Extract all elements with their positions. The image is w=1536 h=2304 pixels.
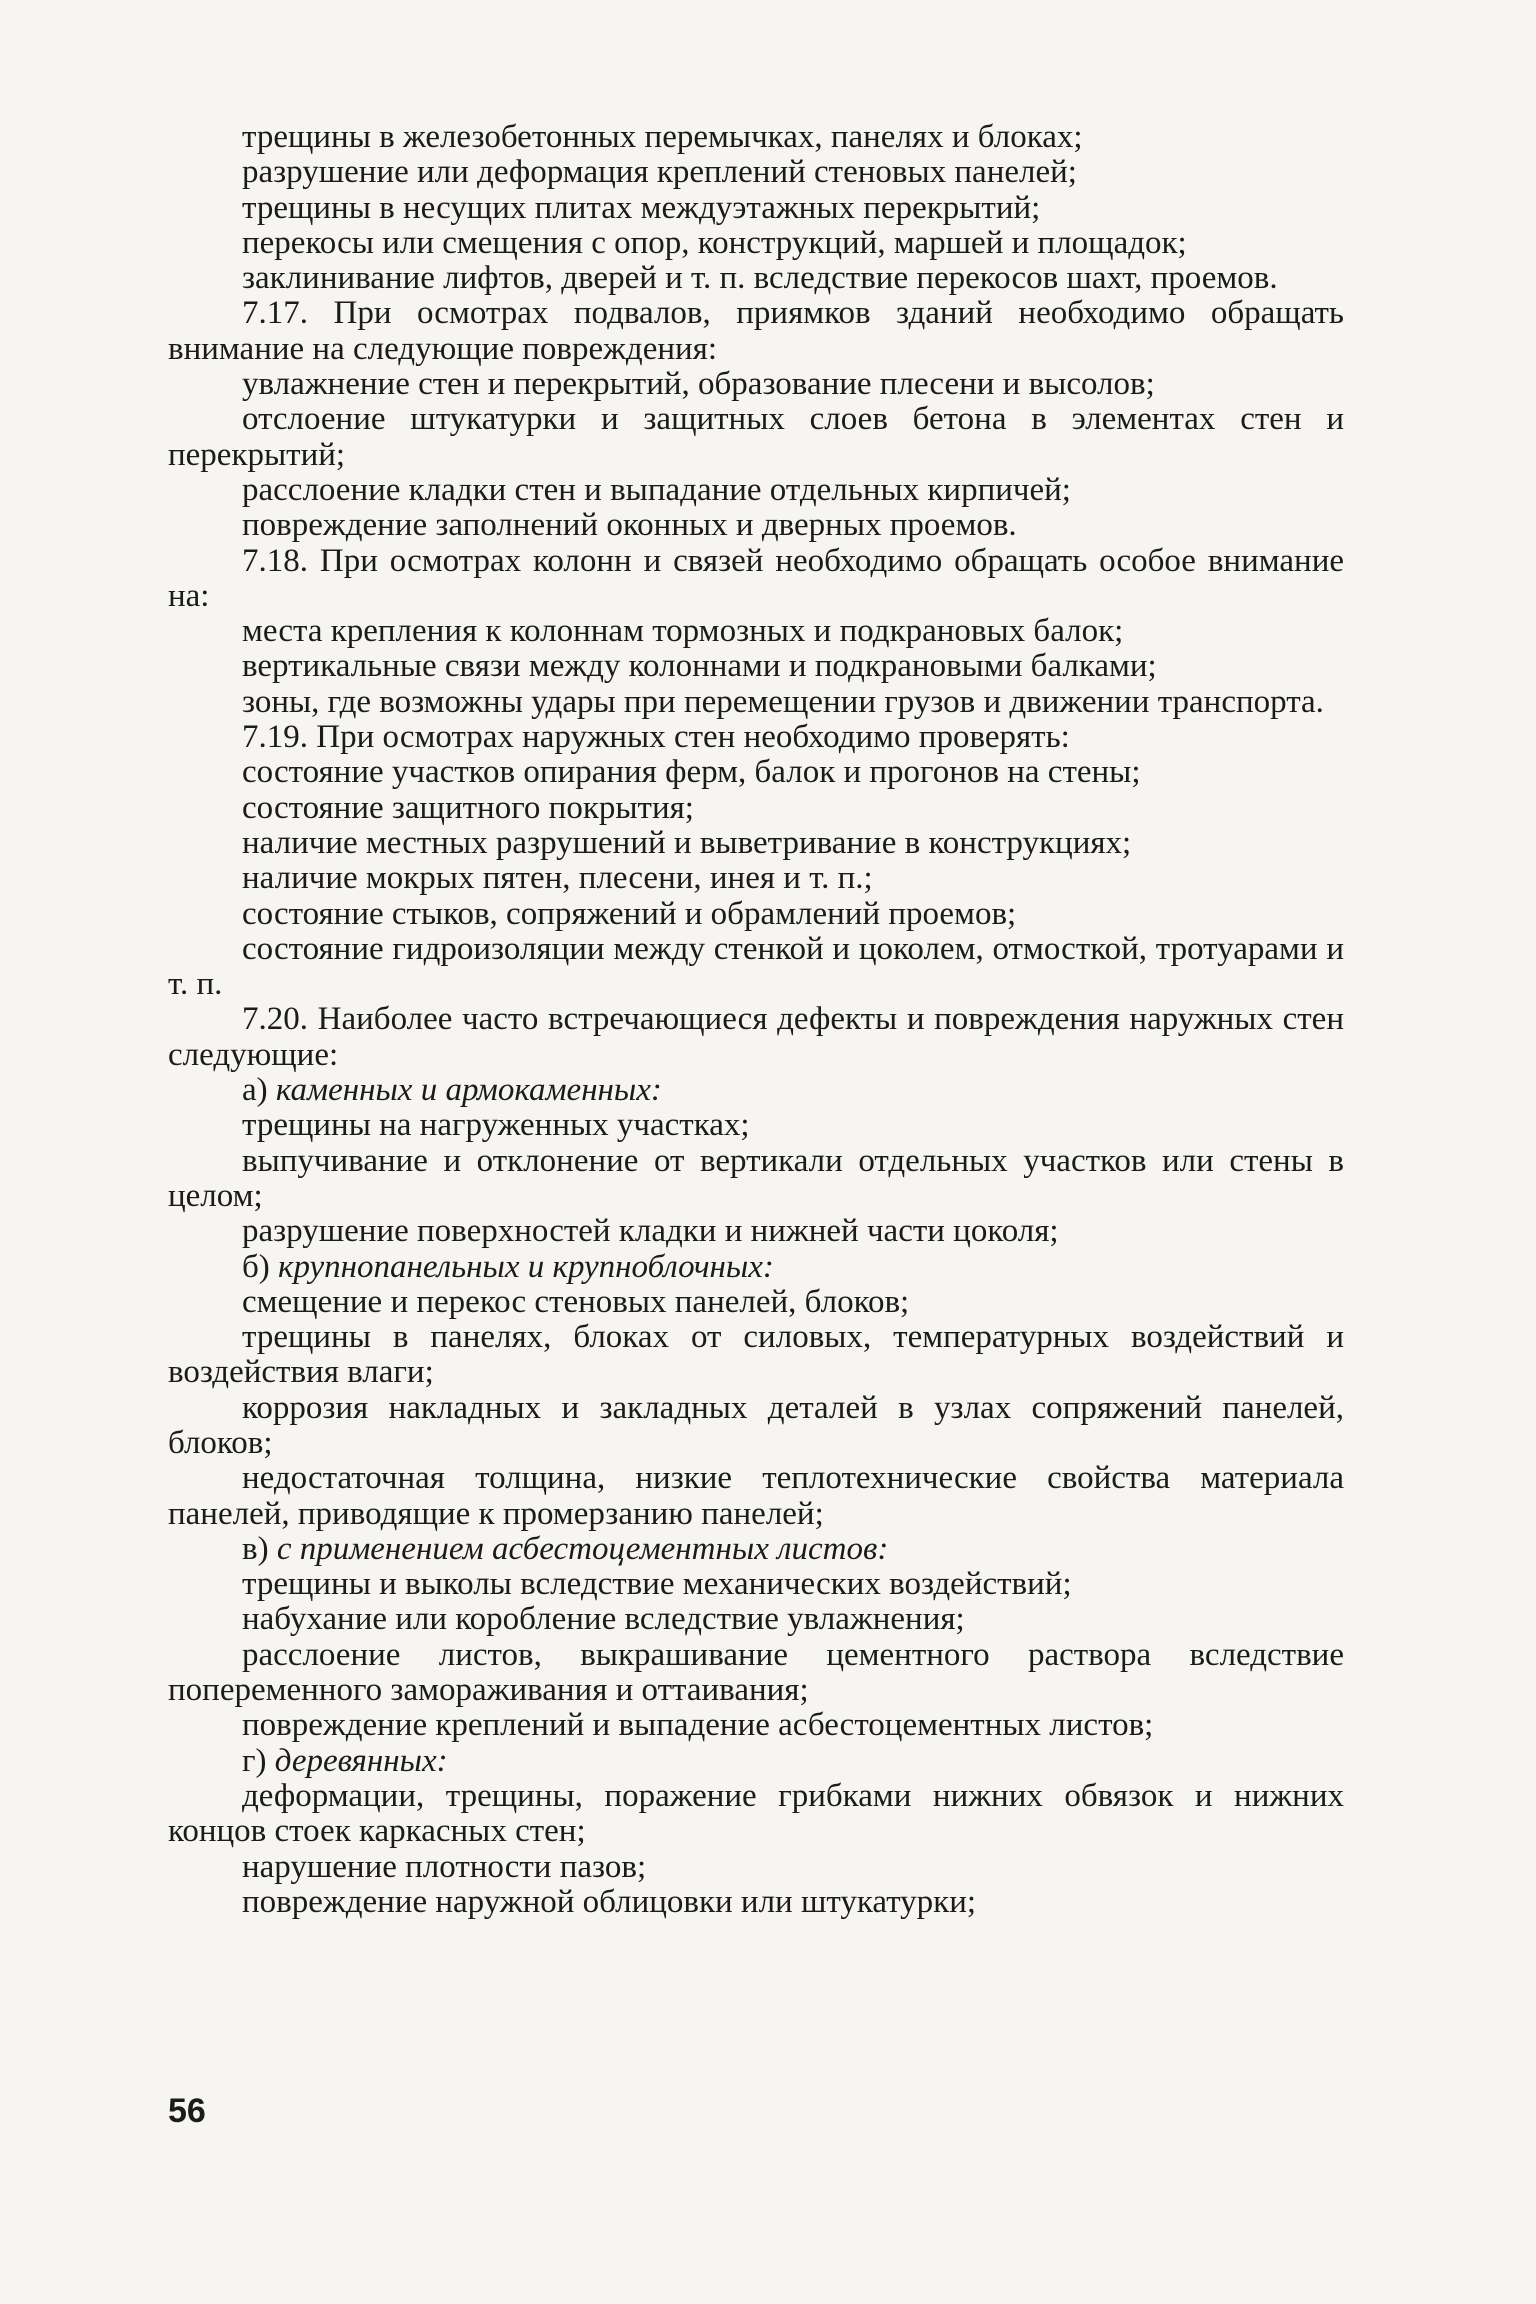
subsection-title: с применением асбестоцементных листов:	[276, 1530, 889, 1567]
subsection-letter: б)	[242, 1248, 270, 1285]
text-line: наличие мокрых пятен, плесени, инея и т. п.;	[242, 860, 873, 897]
text-line: выпучивание и отклонение от вертикали отдельных участков или стены в целом;	[168, 1142, 1344, 1214]
text-line: коррозия накладных и закладных деталей в узлах сопряжений панелей, блоков;	[168, 1389, 1344, 1461]
subsection-letter: г)	[242, 1742, 267, 1779]
section-paragraph-7-18: 7.18. При осмотрах колонн и связей необходимо обращать особое внимание на:	[168, 542, 1344, 614]
subsection-title: крупнопанельных и крупноблочных:	[278, 1248, 774, 1285]
subsection-title: деревянных:	[274, 1742, 448, 1779]
text-line: повреждение заполнений оконных и дверных проемов.	[242, 507, 1017, 544]
subsection-letter: а)	[242, 1072, 268, 1109]
document-page	[168, 120, 1344, 2200]
text-line: повреждение креплений и выпадение асбестоцементных листов;	[242, 1707, 1154, 1744]
text-line: трещины в железобетонных перемычках, панелях и блоках;	[242, 119, 1083, 155]
text-line: расслоение кладки стен и выпадание отдельных кирпичей;	[242, 471, 1071, 508]
text-line: наличие местных разрушений и выветривание в конструкциях;	[242, 824, 1132, 861]
text-line: отслоение штукатурки и защитных слоев бетона в элементах стен и перекрытий;	[168, 401, 1344, 473]
text-line: состояние гидроизоляции между стенкой и цоколем, отмосткой, тротуарами и т. п.	[168, 930, 1344, 1003]
text-line: перекосы или смещения с опор, конструкций, маршей и площадок;	[242, 224, 1187, 261]
section-paragraph-7-19: 7.19. При осмотрах наружных стен необходимо проверять:	[242, 719, 1070, 756]
text-line: зоны, где возможны удары при перемещении грузов и движении транспорта.	[242, 683, 1324, 720]
text-line: смещение и перекос стеновых панелей, блоков;	[242, 1283, 910, 1320]
text-line: состояние стыков, сопряжений и обрамлений проемов;	[242, 895, 1017, 932]
text-line: разрушение поверхностей кладки и нижней части цоколя;	[242, 1213, 1059, 1250]
text-line: вертикальные связи между колоннами и подкрановыми балками;	[242, 648, 1157, 685]
subsection-heading	[168, 1532, 1344, 1567]
text-line: заклинивание лифтов, дверей и т. п. вследствие перекосов шахт, проемов.	[242, 260, 1278, 297]
text-line: места крепления к колоннам тормозных и подкрановых балок;	[242, 613, 1124, 650]
text-line: трещины в панелях, блоках от силовых, температурных воздействий и воздействия влаги;	[168, 1319, 1344, 1391]
text-line: нарушение плотности пазов;	[242, 1848, 647, 1885]
subsection-letter: в)	[242, 1530, 269, 1567]
text-line: увлажнение стен и перекрытий, образование плесени и высолов;	[242, 366, 1155, 403]
text-line: трещины на нагруженных участках;	[242, 1107, 750, 1144]
subsection-heading	[168, 1250, 1344, 1285]
subsection-title: каменных и армокаменных:	[275, 1072, 662, 1109]
text-line: недостаточная толщина, низкие теплотехнические свойства материала панелей, приводящие к промерзанию панелей;	[168, 1460, 1344, 1532]
text-line: повреждение наружной облицовки или штукатурки;	[242, 1883, 977, 1920]
section-paragraph-7-20: 7.20. Наиболее часто встречающиеся дефекты и повреждения наружных стен следующие:	[168, 1001, 1344, 1073]
subsection-heading	[168, 1073, 1344, 1108]
text-line: расслоение листов, выкрашивание цементного раствора вследствие попеременного замораживания и оттаивания;	[168, 1636, 1344, 1709]
subsection-heading	[168, 1744, 1344, 1779]
text-line: разрушение или деформация креплений стеновых панелей;	[242, 154, 1077, 191]
text-line: трещины в несущих плитах междуэтажных перекрытий;	[242, 189, 1041, 226]
text-line: набухание или коробление вследствие увлажнения;	[242, 1601, 965, 1638]
text-line: трещины и выколы вследствие механических воздействий;	[242, 1566, 1072, 1603]
text-line: состояние защитного покрытия;	[242, 789, 694, 826]
section-paragraph-7-17: 7.17. При осмотрах подвалов, приямков зданий необходимо обращать внимание на следующие повреждения:	[168, 295, 1344, 367]
page-number: 56	[168, 2092, 206, 2130]
text-line: состояние участков опирания ферм, балок и прогонов на стены;	[242, 754, 1141, 791]
text-line: деформации, трещины, поражение грибками нижних обвязок и нижних концов стоек каркасных стен;	[168, 1777, 1344, 1850]
